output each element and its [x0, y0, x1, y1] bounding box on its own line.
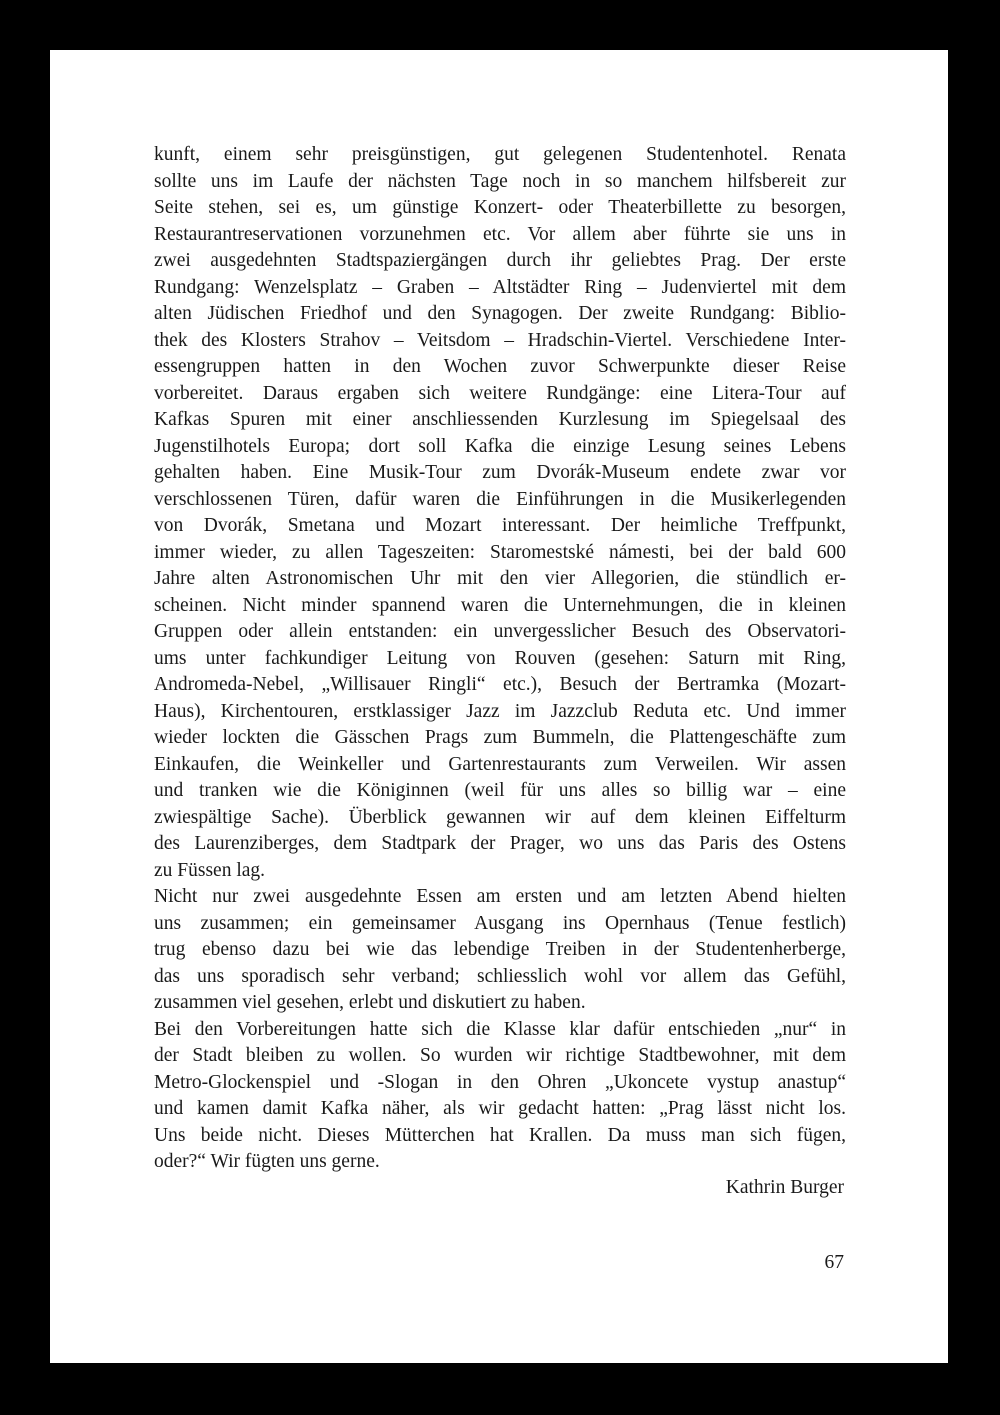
text-line: Kafkas Spuren mit einer anschliessenden Kurzlesung im Spiegelsaal des [154, 409, 846, 430]
text-line: oder?“ Wir fügten uns gerne. [154, 1151, 380, 1172]
text-line: Metro-Glockenspiel und -Slogan in den Ohren „Ukoncete vystup anastup“ [154, 1071, 846, 1093]
text-line: Gruppen oder allein entstanden: ein unvergesslicher Besuch des Observatori- [154, 621, 846, 642]
text-line: zu Füssen lag. [154, 859, 266, 881]
text-line: und tranken wie die Königinnen (weil für uns alles so billig war – eine [154, 780, 846, 801]
text-line: alten Jüdischen Friedhof und den Synagogen. Der zweite Rundgang: Biblio- [154, 303, 846, 324]
text-line: das uns sporadisch sehr verband; schliesslich wohl vor allem das Gefühl, [154, 965, 846, 987]
body-text [154, 142, 846, 1176]
text-line: von Dvorák, Smetana und Mozart interessant. Der heimliche Treffpunkt, [154, 515, 846, 536]
document-page [50, 50, 948, 1363]
author-signature: Kathrin Burger [725, 1177, 844, 1198]
text-line: der Stadt bleiben zu wollen. So wurden wir richtige Stadtbewohner, mit dem [154, 1045, 846, 1066]
text-line: zwiespältige Sache). Überblick gewannen wir auf dem kleinen Eiffelturm [154, 806, 846, 828]
text-line: Nicht nur zwei ausgedehnte Essen am ersten und am letzten Abend hielten [154, 886, 846, 907]
text-line: thek des Klosters Strahov – Veitsdom – Hradschin-Viertel. Verschiedene Inter- [154, 329, 846, 351]
text-line: essengruppen hatten in den Wochen zuvor Schwerpunkte dieser Reise [154, 356, 846, 377]
text-line: Jahre alten Astronomischen Uhr mit den vier Allegorien, die stündlich er- [154, 568, 846, 589]
text-line: Jugenstilhotels Europa; dort soll Kafka die einzige Lesung seines Lebens [154, 435, 846, 457]
text-line: Einkaufen, die Weinkeller und Gartenrestaurants zum Verweilen. Wir assen [154, 753, 846, 775]
text-line: sollte uns im Laufe der nächsten Tage noch in so manchem hilfsbereit zur [154, 170, 846, 192]
text-line: Restaurantreservationen vorzunehmen etc. Vor allem aber führte sie uns in [154, 223, 846, 245]
text-line: immer wieder, zu allen Tageszeiten: Staromestské námesti, bei der bald 600 [154, 541, 846, 563]
page-number: 67 [824, 1252, 844, 1273]
text-line: zusammen viel gesehen, erlebt und diskutiert zu haben. [154, 992, 586, 1013]
text-line: kunft, einem sehr preisgünstigen, gut gelegenen Studentenhotel. Renata [154, 144, 846, 165]
text-line: trug ebenso dazu bei wie das lebendige Treiben in der Studentenherberge, [154, 939, 846, 960]
text-line: vorbereitet. Daraus ergaben sich weitere Rundgänge: eine Litera-Tour auf [154, 382, 846, 404]
text-line: verschlossenen Türen, dafür waren die Einführungen in die Musikerlegenden [154, 488, 846, 510]
text-line: zwei ausgedehnten Stadtspaziergängen durch ihr geliebtes Prag. Der erste [154, 250, 846, 271]
text-line: Bei den Vorbereitungen hatte sich die Klasse klar dafür entschieden „nur“ in [154, 1018, 846, 1040]
text-line: scheinen. Nicht minder spannend waren die Unternehmungen, die in kleinen [154, 594, 846, 616]
text-line: des Laurenziberges, dem Stadtpark der Prager, wo uns das Paris des Ostens [154, 833, 846, 854]
text-line: wieder lockten die Gässchen Prags zum Bummeln, die Plattengeschäfte zum [154, 727, 846, 748]
text-line: Andromeda-Nebel, „Willisauer Ringli“ etc.), Besuch der Bertramka (Mozart- [154, 674, 846, 695]
text-line: Rundgang: Wenzelsplatz – Graben – Altstädter Ring – Judenviertel mit dem [154, 276, 846, 298]
text-line: und kamen damit Kafka näher, als wir gedacht hatten: „Prag lässt nicht los. [154, 1098, 846, 1119]
text-line: Uns beide nicht. Dieses Mütterchen hat Krallen. Da muss man sich fügen, [154, 1124, 846, 1146]
text-line: gehalten haben. Eine Musik-Tour zum Dvorák-Museum endete zwar vor [154, 462, 846, 483]
text-line: ums unter fachkundiger Leitung von Rouven (gesehen: Saturn mit Ring, [154, 647, 846, 669]
text-line: Haus), Kirchentouren, erstklassiger Jazz im Jazzclub Reduta etc. Und immer [154, 700, 846, 722]
text-line: Seite stehen, sei es, um günstige Konzert- oder Theaterbillette zu besorgen, [154, 197, 846, 218]
text-line: uns zusammen; ein gemeinsamer Ausgang ins Opernhaus (Tenue festlich) [154, 912, 846, 934]
